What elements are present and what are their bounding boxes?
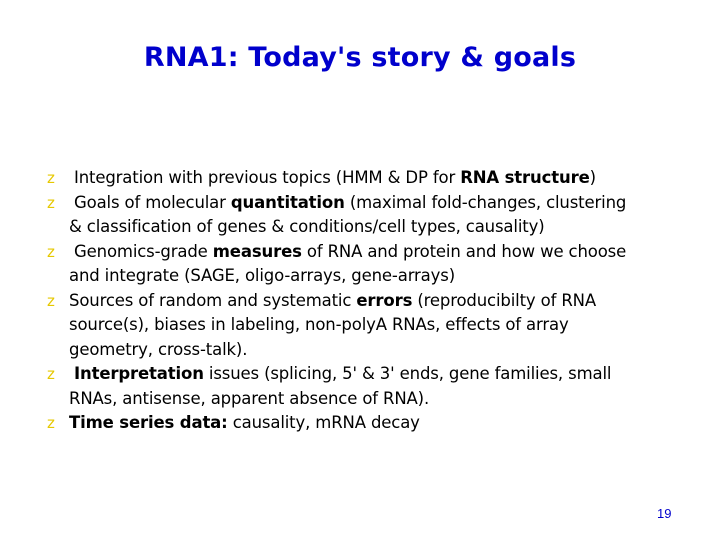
bullet-line [69, 240, 690, 265]
bullet-list [0, 166, 720, 436]
bullet-line [69, 264, 690, 289]
bullet-text: RNA decay [331, 413, 420, 432]
bullet-item [0, 362, 720, 411]
page-number: 19 [657, 506, 672, 521]
bullet-line [69, 313, 690, 338]
bullet-text: causality, m [227, 413, 332, 432]
bullet-line [69, 166, 690, 191]
bullet-item [0, 166, 720, 191]
bullet-bold-text: measures [212, 241, 302, 261]
bullet-text: of RNA and protein and how we choose [301, 241, 627, 261]
bullet-bold-text: Interpretation [74, 364, 204, 383]
bullet-text: issues (splicing, 5' & 3' ends, gene families, small [203, 364, 612, 383]
bullet-text: RNAs, antisense, apparent absence of RNA). [69, 388, 430, 408]
bullet-line [69, 215, 690, 240]
bullet-bold-text: Time series data: [69, 413, 228, 432]
bullet-item [0, 289, 720, 363]
bullet-line [69, 289, 690, 314]
bullet-marker-icon: z [47, 365, 55, 383]
bullet-line [69, 362, 690, 387]
bullet-text: Integration with previous topics (HMM & DP for [74, 168, 461, 187]
bullet-marker-icon: z [47, 242, 55, 261]
bullet-item [0, 411, 720, 436]
bullet-line [69, 191, 690, 216]
bullet-bold-text: errors [356, 290, 413, 310]
bullet-marker-icon: z [47, 169, 55, 187]
bullet-text: (reproducibilty of RNA [412, 290, 596, 310]
bullet-bold-text: RNA structure [460, 168, 590, 187]
bullet-text: geometry, cross-talk). [69, 339, 248, 359]
bullet-line [69, 338, 690, 363]
bullet-line [69, 411, 690, 436]
bullet-line [69, 387, 690, 412]
bullet-text: ) [589, 168, 596, 187]
bullet-bold-text: quantitation [230, 192, 345, 212]
bullet-text: Goals of molecular [74, 192, 231, 212]
bullet-text: and integrate (SAGE, oligo-arrays, gene-arrays) [69, 266, 455, 285]
bullet-text: (maximal fold-changes, clustering [344, 192, 627, 212]
bullet-text: & classification of genes & conditions/cell types, causality) [69, 217, 545, 236]
bullet-marker-icon: z [47, 193, 55, 212]
slide-title: RNA1: Today's story & goals [143, 42, 577, 74]
bullet-marker-icon: z [47, 291, 55, 310]
bullet-item [0, 191, 720, 240]
bullet-text: Genomics-grade [74, 241, 213, 261]
bullet-text: source(s), biases in labeling, non-polyA RNAs, effects of array [69, 315, 569, 334]
bullet-item [0, 240, 720, 289]
bullet-text: Sources of random and systematic [69, 290, 357, 310]
bullet-marker-icon: z [47, 414, 55, 432]
